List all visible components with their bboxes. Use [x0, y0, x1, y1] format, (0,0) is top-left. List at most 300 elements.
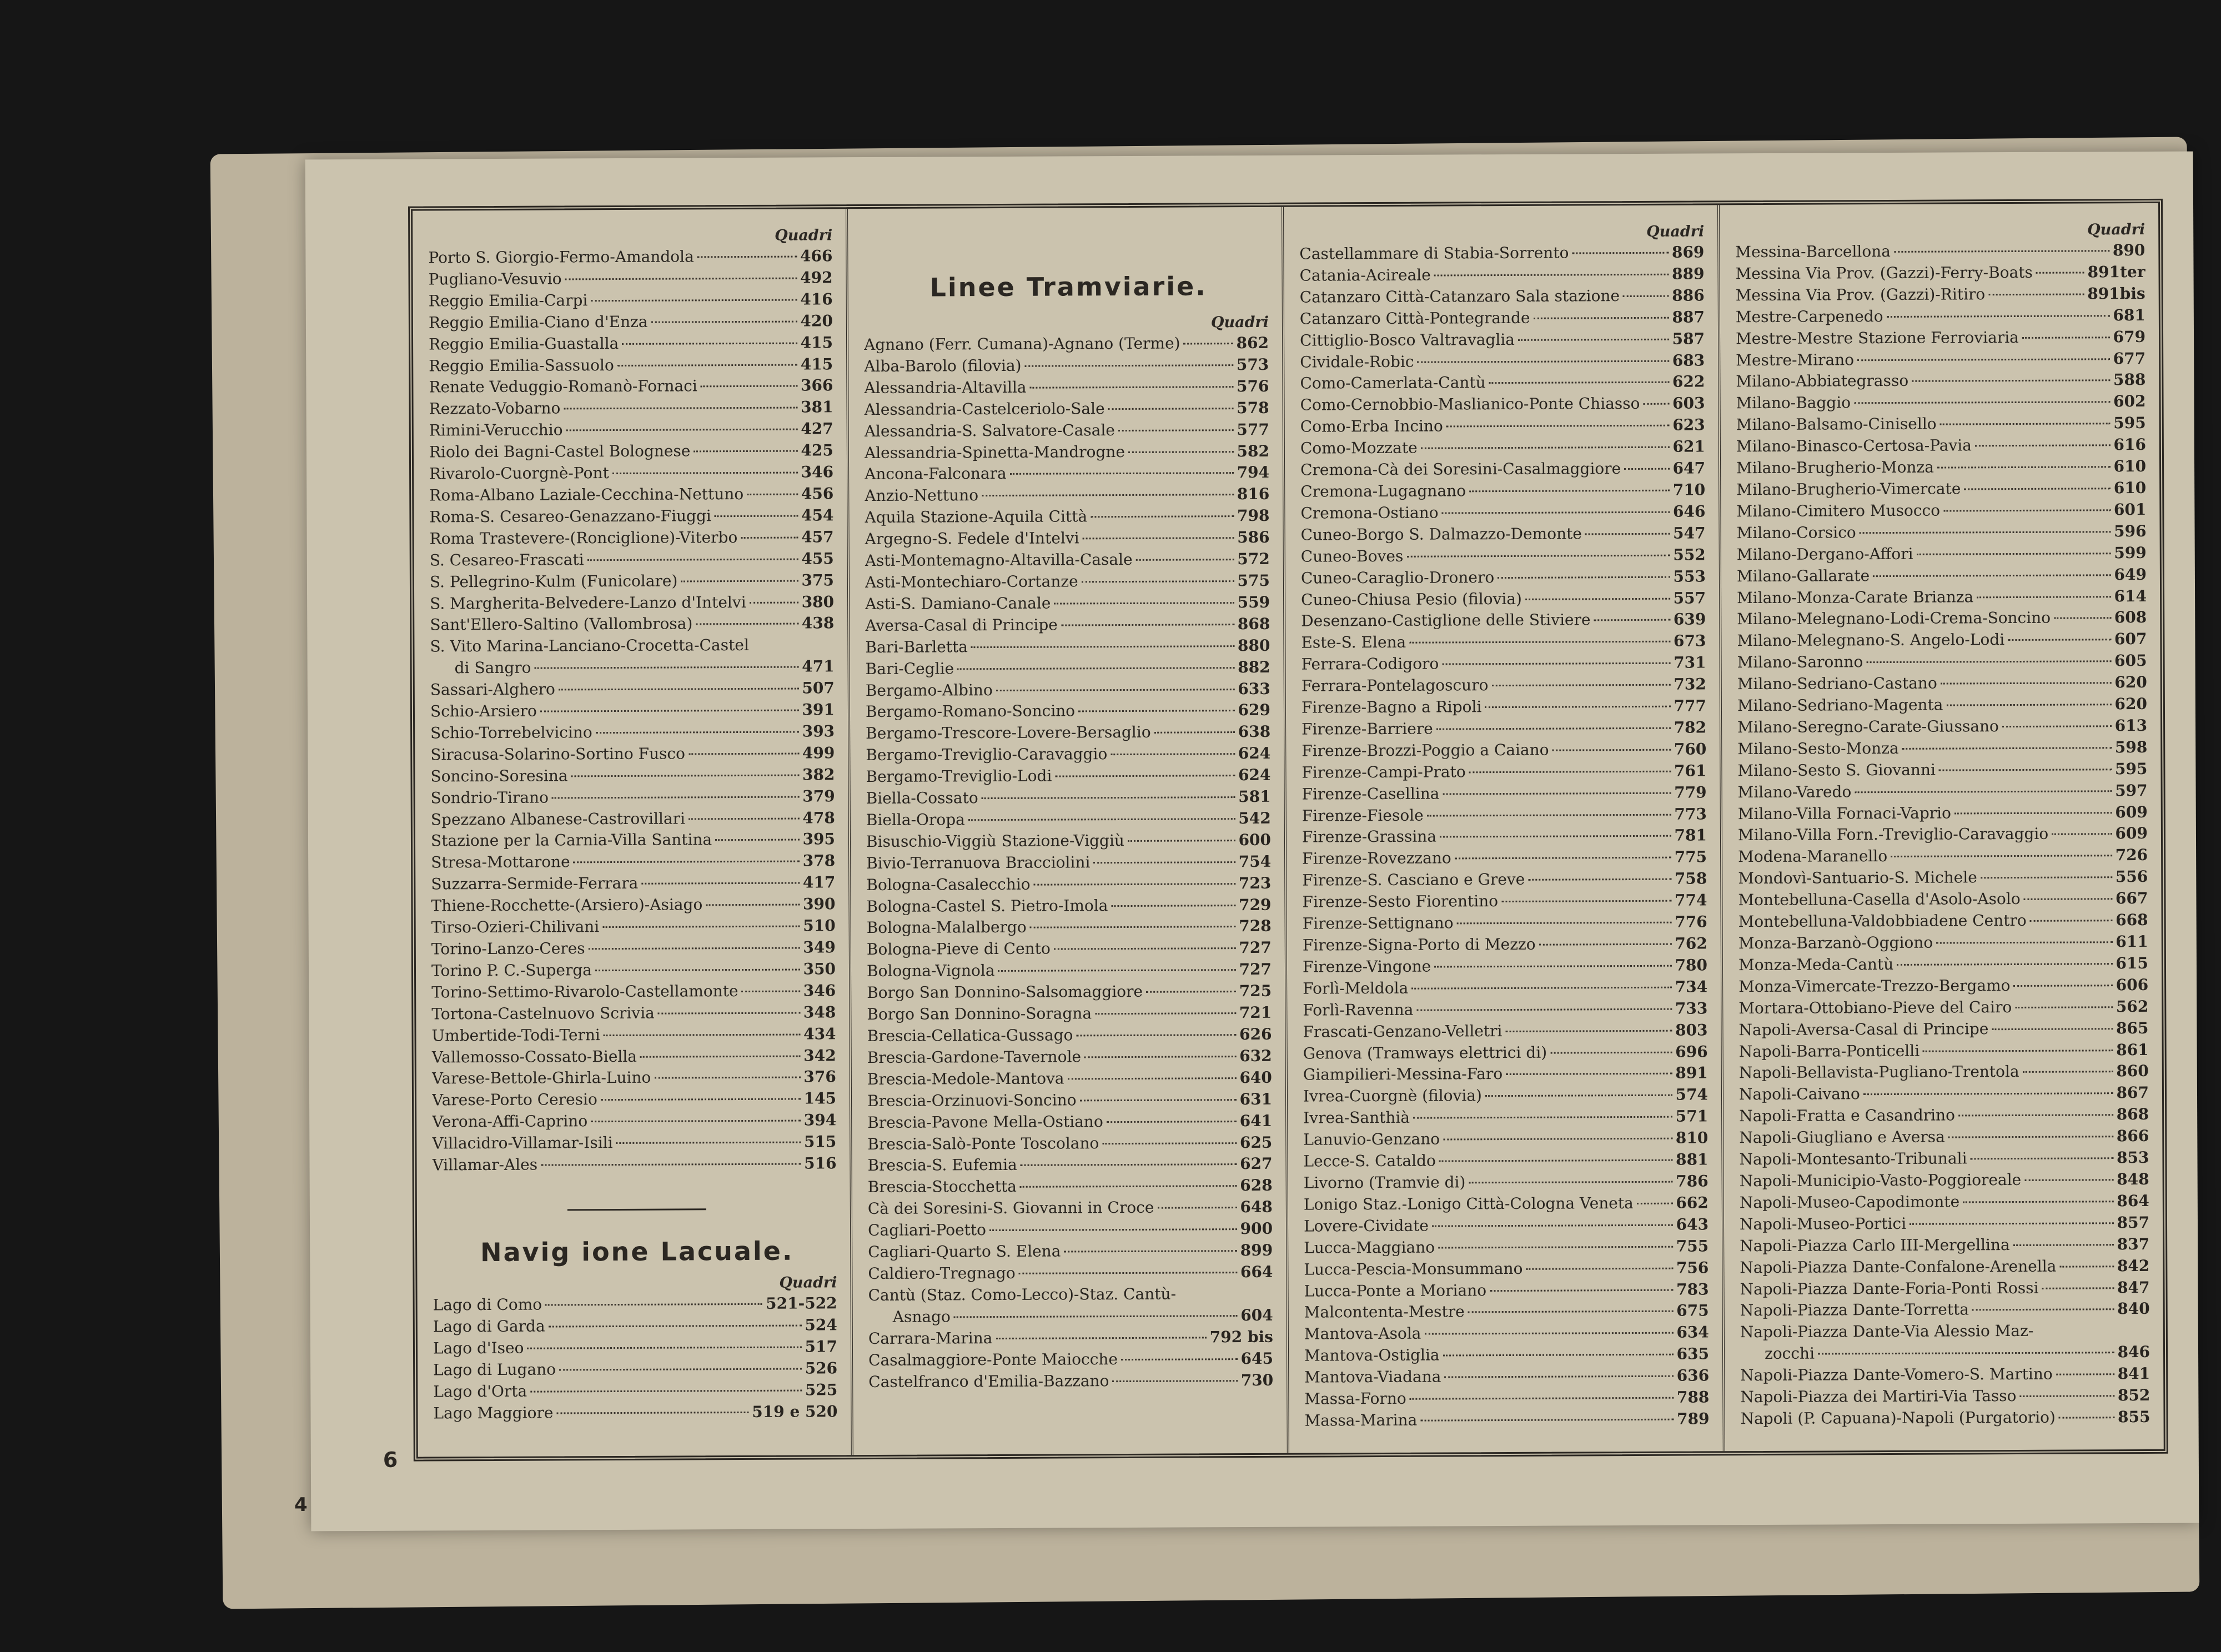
column-1: [413, 209, 851, 1457]
entry-name: Bologna-Castel S. Pietro-Imola: [866, 896, 1108, 916]
entry-name: Umbertide-Todi-Terni: [431, 1025, 600, 1045]
index-entry: [1304, 1387, 1714, 1410]
index-entry: [1304, 1171, 1713, 1194]
entry-name: Bisuschio-Viggiù Stazione-Viggiù: [866, 831, 1124, 851]
index-entry: [1300, 436, 1710, 460]
index-entry: [1737, 521, 2151, 544]
dot-leader: [1468, 1310, 1674, 1313]
index-entry: [1304, 1192, 1713, 1216]
index-entry: [431, 937, 840, 960]
entry-number: 562: [2116, 997, 2149, 1016]
entry-name: Brescia-Stocchetta: [867, 1177, 1017, 1197]
entry-number: 552: [1673, 545, 1706, 564]
index-entry: [1301, 609, 1710, 632]
dot-leader: [1939, 769, 2112, 771]
dot-leader: [694, 450, 797, 453]
index-entry: [867, 937, 1276, 961]
entry-number: 710: [1672, 480, 1706, 499]
index-entry: [429, 483, 838, 506]
entry-number: 683: [1672, 350, 1705, 370]
entry-name: Mondovì-Santuario-S. Michele: [1738, 868, 1977, 888]
index-entry: [430, 548, 838, 571]
entry-name: Cuneo-Borgo S. Dalmazzo-Demonte: [1300, 524, 1582, 544]
entry-number: 573: [1236, 355, 1269, 374]
entry-number: 521-522: [766, 1294, 837, 1313]
entry-name: Agnano (Ferr. Cumana)-Agnano (Terme): [864, 334, 1180, 354]
entry-number: 721: [1239, 1003, 1272, 1022]
dot-leader: [741, 536, 798, 538]
dot-leader: [697, 256, 797, 258]
index-entry: [1302, 825, 1711, 848]
dot-leader: [1416, 1008, 1671, 1011]
index-entry: [1300, 458, 1710, 481]
entry-name: Monza-Vimercate-Trezzo-Bergamo: [1738, 976, 2011, 996]
entry-name: Lovere-Cividate: [1303, 1216, 1429, 1236]
dot-leader: [1637, 1203, 1673, 1204]
entry-name: Milano-Baggio: [1736, 393, 1851, 413]
entry-name: Asti-S. Damiano-Canale: [865, 594, 1051, 613]
index-entry: [432, 1109, 841, 1133]
entry-number: 899: [1240, 1241, 1273, 1260]
dot-leader: [1440, 835, 1671, 838]
entry-name: Napoli-Municipio-Vasto-Poggioreale: [1739, 1170, 2022, 1191]
dot-leader: [2008, 639, 2111, 641]
entry-name: Catania-Acireale: [1299, 265, 1431, 285]
entry-number: 627: [1240, 1154, 1273, 1173]
entry-name: Sant'Ellero-Saltino (Vallombrosa): [430, 614, 693, 634]
entry-name: Montebelluna-Valdobbiadene Centro: [1738, 911, 2027, 931]
entry-name: Bergamo-Albino: [865, 680, 993, 700]
entry-name: Firenze-Brozzi-Poggio a Caiano: [1302, 740, 1549, 760]
entry-name: Lago d'Iseo: [433, 1338, 524, 1358]
dot-leader: [641, 882, 800, 885]
dot-leader: [1552, 749, 1671, 751]
dot-leader: [1055, 775, 1235, 777]
index-entry: [429, 310, 837, 334]
dot-leader: [541, 1163, 801, 1166]
entry-name: Bari-Ceglie: [865, 659, 954, 678]
dot-leader: [1068, 1077, 1237, 1079]
dot-leader: [715, 515, 798, 517]
dot-leader: [1550, 1051, 1672, 1053]
index-entry: [865, 635, 1274, 659]
index-entry: [865, 462, 1274, 485]
index-entry: [1302, 674, 1711, 697]
entry-name: Cremona-Ostiano: [1300, 503, 1439, 523]
entry-number: 727: [1239, 960, 1272, 979]
index-entry: [429, 505, 838, 528]
dot-leader: [1054, 602, 1234, 604]
dot-leader: [1948, 1136, 2113, 1138]
entry-number: 731: [1674, 653, 1706, 672]
entry-name: Brescia-Salò-Ponte Toscolano: [867, 1133, 1099, 1153]
entry-number: 376: [803, 1067, 836, 1086]
entry-number: 861: [2116, 1040, 2149, 1059]
entry-number: 478: [802, 808, 835, 827]
entry-name: Massa-Forno: [1304, 1389, 1406, 1408]
entry-number: 781: [1674, 826, 1707, 845]
dot-leader: [1505, 1030, 1672, 1032]
page-number: 6: [383, 1447, 398, 1472]
index-entry: [433, 1314, 842, 1338]
dot-leader: [1525, 597, 1670, 600]
dot-leader: [2023, 1071, 2113, 1073]
entry-name: Alba-Barolo (filovia): [864, 356, 1022, 375]
entry-name: Milano-Melegnano-Lodi-Crema-Soncino: [1737, 609, 2051, 629]
entry-name: Lucca-Pescia-Monsummano: [1304, 1259, 1523, 1279]
dot-leader: [1030, 926, 1236, 929]
entry-name: Milano-Monza-Carate Brianza: [1737, 587, 1974, 607]
entry-name: Napoli-Giugliano e Aversa: [1739, 1127, 1945, 1147]
dot-leader: [1121, 1358, 1238, 1360]
entry-name: Milano-Brugherio-Monza: [1736, 458, 1934, 478]
entry-name: Aversa-Casal di Principe: [865, 615, 1058, 635]
entry-number: 346: [801, 463, 834, 481]
dot-leader: [1992, 1028, 2113, 1030]
entry-name: Napoli-Piazza dei Martiri-Via Tasso: [1740, 1387, 2017, 1407]
dot-leader: [1902, 747, 2112, 750]
entry-number: 599: [2114, 543, 2147, 562]
entry-name: Mestre-Mirano: [1736, 350, 1855, 369]
dot-leader: [1940, 423, 2111, 425]
entry-number: 648: [1240, 1198, 1273, 1217]
entry-number: 776: [1675, 912, 1707, 931]
entry-name: di Sangro: [454, 658, 531, 677]
index-entry: [432, 1131, 841, 1154]
entry-number: 647: [1672, 459, 1706, 478]
entry-name: Lucca-Ponte a Moriano: [1304, 1281, 1487, 1300]
entry-name: Rimini-Verucchio: [429, 420, 563, 440]
index-entry: [1740, 1212, 2154, 1236]
dot-leader: [1923, 1050, 2113, 1052]
index-entry: [1303, 1106, 1712, 1129]
column-4: [1717, 203, 2164, 1451]
entry-number: 378: [802, 851, 836, 870]
dot-leader: [545, 1303, 762, 1306]
entry-number: 846: [2117, 1343, 2150, 1362]
entry-name: Desenzano-Castiglione delle Stiviere: [1301, 610, 1591, 631]
entry-number: 519 e 520: [752, 1402, 838, 1421]
index-entry: [1738, 845, 2152, 868]
dot-leader: [1061, 624, 1234, 626]
index-entry: [433, 1358, 842, 1381]
index-entry: [1302, 652, 1711, 676]
entry-name: Como-Camerlata-Cantù: [1300, 373, 1486, 393]
dot-leader: [1021, 1164, 1237, 1167]
entry-number: 454: [801, 506, 834, 525]
dot-leader: [1818, 1352, 2114, 1354]
entry-name: Roma-Albano Laziale-Cecchina-Nettuno: [429, 484, 744, 505]
index-entry: [429, 440, 838, 463]
entry-number: 624: [1238, 744, 1271, 763]
index-entry: [1736, 305, 2150, 328]
index-entry: [866, 786, 1275, 810]
dot-leader: [1485, 706, 1670, 708]
entry-name: Borgo San Donnino-Soragna: [867, 1004, 1092, 1024]
dot-leader: [715, 839, 799, 841]
entry-number: 598: [2114, 737, 2148, 757]
entry-number: 868: [1237, 614, 1270, 633]
entry-name: Alessandria-Spinetta-Mandrogne: [864, 442, 1125, 462]
index-entry: [1736, 413, 2150, 436]
index-entry: [429, 397, 838, 420]
dot-leader: [1128, 451, 1234, 453]
index-entry: [865, 570, 1274, 594]
entry-name: Milano-Varedo: [1737, 782, 1852, 801]
entry-number: 626: [1239, 1025, 1272, 1044]
index-entry: [1300, 393, 1709, 416]
dot-leader: [1091, 515, 1234, 518]
index-entry: [1739, 1061, 2153, 1084]
entry-number: 595: [2114, 759, 2148, 778]
index-entry: [1304, 1322, 1714, 1345]
entry-name: Milano-Villa Fornaci-Vaprio: [1737, 804, 1952, 823]
entry-name: Castellammare di Stabia-Sorrento: [1299, 243, 1569, 263]
dot-leader: [1917, 553, 2111, 555]
dot-leader: [604, 1033, 800, 1036]
index-entry: [867, 1046, 1277, 1069]
entry-number: 760: [1674, 740, 1707, 759]
entry-number: 728: [1239, 917, 1272, 936]
entry-name: Cagliari-Poetto: [867, 1221, 987, 1240]
entry-number: 668: [2116, 911, 2148, 930]
dot-leader: [1491, 684, 1670, 686]
dot-leader: [549, 1324, 802, 1327]
entry-number: 662: [1676, 1193, 1709, 1212]
index-entry: [1737, 607, 2151, 630]
entry-number: 588: [2113, 370, 2146, 389]
dot-leader: [971, 645, 1234, 648]
index-entry: [868, 1175, 1277, 1198]
index-entry: [1737, 672, 2152, 695]
entry-name: Milano-Brugherio-Vimercate: [1736, 479, 1961, 499]
index-entry: [1737, 543, 2151, 566]
entry-number: 576: [1236, 376, 1269, 395]
dot-leader: [2059, 1266, 2114, 1267]
index-entry: [1303, 1041, 1712, 1064]
entry-number: 696: [1675, 1042, 1708, 1061]
dot-leader: [530, 1389, 802, 1392]
entry-number: 645: [1240, 1349, 1274, 1368]
index-entry: [868, 1369, 1278, 1393]
index-entry: [868, 1240, 1277, 1263]
table-frame: [408, 199, 2168, 1462]
entry-name: Lecce-S. Cataldo: [1303, 1151, 1436, 1171]
dot-leader: [2030, 920, 2112, 922]
dot-leader: [982, 494, 1234, 496]
entry-name: Lago d'Orta: [433, 1382, 527, 1401]
entry-number: 629: [1238, 701, 1271, 720]
entry-number: 860: [2116, 1062, 2149, 1081]
dot-leader: [617, 364, 797, 366]
entry-number: 382: [802, 765, 835, 784]
dot-leader: [616, 1142, 801, 1144]
entry-name: Como-Erba Incino: [1300, 416, 1443, 436]
entry-name: Ancona-Falconara: [865, 464, 1007, 484]
dot-leader: [2036, 272, 2084, 273]
entry-number: 754: [1238, 852, 1272, 871]
index-entry: [1738, 888, 2152, 911]
index-entry-line: Napoli-Piazza Dante-Via Alessio Maz-: [1740, 1322, 2034, 1342]
entry-number: 559: [1237, 592, 1270, 611]
entry-number: 868: [2116, 1105, 2149, 1124]
entry-number: 649: [2114, 565, 2147, 584]
index-entry: [1302, 760, 1711, 784]
entry-number: 631: [1239, 1089, 1273, 1108]
entry-number: 761: [1674, 761, 1707, 780]
dot-leader: [1975, 444, 2111, 446]
index-entry: [429, 332, 837, 355]
dot-leader: [1108, 408, 1234, 410]
entry-name: Mortara-Ottobiano-Pieve del Cairo: [1738, 997, 2012, 1017]
entry-name: Bergamo-Romano-Soncino: [865, 701, 1076, 721]
index-entry: [1737, 585, 2151, 609]
entry-number: 393: [802, 722, 835, 741]
entry-name: Asti-Montemagno-Altavilla-Casale: [865, 550, 1133, 570]
dot-leader: [1146, 991, 1236, 993]
entry-number: 625: [1239, 1133, 1273, 1152]
index-entry: [1736, 283, 2150, 307]
entry-number: 434: [803, 1024, 836, 1043]
entry-name: Ivrea-Santhià: [1303, 1108, 1410, 1127]
dot-leader: [640, 1055, 800, 1057]
entry-number: 466: [800, 247, 833, 265]
entry-number: 427: [801, 419, 833, 438]
index-entry: [866, 678, 1275, 701]
index-entry: [1736, 369, 2150, 393]
entry-number: 425: [801, 441, 833, 460]
dot-leader: [1910, 1222, 2113, 1225]
entry-number: 390: [802, 895, 836, 913]
index-entry: [1303, 976, 1712, 1000]
entry-number: 889: [1672, 264, 1705, 283]
entry-number: 816: [1237, 485, 1270, 504]
entry-name: Thiene-Rocchette-(Arsiero)-Asiago: [431, 895, 703, 915]
entry-number: 634: [1676, 1323, 1709, 1342]
entry-name: Milano-Gallarate: [1736, 566, 1870, 585]
dot-leader: [1455, 857, 1671, 860]
entry-number: 416: [800, 290, 833, 309]
document-page: [305, 152, 2199, 1532]
dot-leader: [689, 752, 799, 755]
quadri-header: Quadri: [2087, 220, 2145, 239]
dot-leader: [574, 861, 800, 863]
index-entry: [1302, 890, 1711, 913]
entry-number: 615: [2116, 953, 2149, 973]
entry-number: 547: [1673, 524, 1706, 543]
entry-name: Asti-Montechiaro-Cortanze: [865, 572, 1078, 592]
entry-number: 890: [2112, 240, 2145, 260]
entry-name: Mantova-Ostiglia: [1304, 1345, 1440, 1365]
entry-name: Castelfranco d'Emilia-Bazzano: [868, 1371, 1109, 1391]
entry-name: Napoli-Piazza Dante-Vomero-S. Martino: [1740, 1364, 2053, 1385]
entry-name: Livorno (Tramvie di): [1303, 1173, 1466, 1192]
index-entry: [1301, 544, 1710, 568]
entry-name: Napoli-Montesanto-Tribunali: [1739, 1149, 1967, 1169]
entry-name: Verona-Affi-Caprino: [432, 1112, 588, 1131]
entry-name: Milano-Sedriano-Magenta: [1737, 695, 1943, 715]
entry-number: 395: [802, 830, 836, 849]
dot-leader: [2059, 1417, 2114, 1418]
entry-number: 780: [1675, 956, 1708, 975]
entry-number: 777: [1674, 696, 1707, 715]
dot-leader: [1624, 468, 1669, 470]
entry-number: 640: [1239, 1068, 1272, 1087]
entry-name: Reggio Emilia-Carpi: [428, 291, 588, 310]
index-entry: [430, 699, 839, 722]
dot-leader: [982, 796, 1235, 799]
entry-number: 667: [2115, 889, 2148, 908]
entry-number: 867: [2116, 1083, 2149, 1102]
entry-number: 471: [802, 657, 835, 676]
index-entry: [431, 893, 840, 917]
dot-leader: [1489, 381, 1669, 384]
entry-number: 607: [2114, 630, 2147, 649]
entry-name: Milano-Sedriano-Castano: [1737, 674, 1937, 694]
entry-name: Firenze-Barriere: [1302, 719, 1433, 739]
entry-name: Montebelluna-Casella d'Asolo-Asolo: [1738, 890, 2021, 910]
dot-leader: [1643, 403, 1669, 405]
dot-leader: [1411, 987, 1671, 990]
entry-name: Messina Via Prov. (Gazzi)-Ferry-Boats: [1735, 263, 2033, 283]
dot-leader: [1410, 1397, 1674, 1400]
dot-leader: [2024, 898, 2112, 900]
entry-name: Napoli-Piazza Carlo III-Mergellina: [1740, 1235, 2010, 1255]
index-entry: [1738, 801, 2152, 825]
dot-leader: [1093, 861, 1235, 863]
dot-leader: [1111, 905, 1235, 907]
index-entry: [431, 915, 840, 938]
entry-name: Napoli-Piazza Dante-Confalone-Arenella: [1740, 1257, 2057, 1277]
dot-leader: [2013, 985, 2112, 987]
entry-number: 798: [1237, 506, 1270, 525]
index-entry: [1302, 868, 1711, 892]
entry-number: 679: [2113, 327, 2146, 346]
entry-number: 864: [2117, 1191, 2149, 1211]
index-entry: [867, 981, 1276, 1004]
entry-number: 891bis: [2087, 284, 2145, 303]
dot-leader: [1434, 965, 1671, 968]
entry-number: 510: [803, 916, 836, 935]
entry-name: Este-S. Elena: [1301, 633, 1406, 652]
dot-leader: [1443, 792, 1671, 795]
index-entry: [1303, 911, 1712, 935]
entry-number: 348: [803, 1002, 836, 1022]
entry-name: Bologna-Malalbergo: [866, 918, 1027, 937]
entry-number: 628: [1240, 1176, 1273, 1195]
entry-name: Monza-Meda-Cantù: [1738, 955, 1894, 975]
entry-number: 632: [1239, 1046, 1272, 1066]
entry-name: Argegno-S. Fedele d'Intelvi: [865, 529, 1079, 549]
dot-leader: [1594, 619, 1670, 621]
dot-leader: [996, 689, 1235, 691]
entry-number: 734: [1675, 977, 1708, 996]
quadri-header: Quadri: [775, 227, 833, 244]
index-entry: [1737, 564, 2151, 588]
entry-number: 507: [802, 679, 835, 697]
dot-leader: [1539, 943, 1672, 946]
entry-number: 572: [1237, 549, 1270, 569]
index-entry: [429, 418, 838, 441]
index-entry: [1740, 1234, 2154, 1257]
index-entry: [1304, 1300, 1714, 1324]
index-entry: [431, 980, 840, 1003]
dot-leader: [1112, 1380, 1237, 1382]
entry-name: Sondrio-Tirano: [430, 788, 549, 807]
index-entry: [433, 1379, 842, 1403]
dot-leader: [566, 429, 798, 431]
dot-leader: [1585, 533, 1670, 535]
